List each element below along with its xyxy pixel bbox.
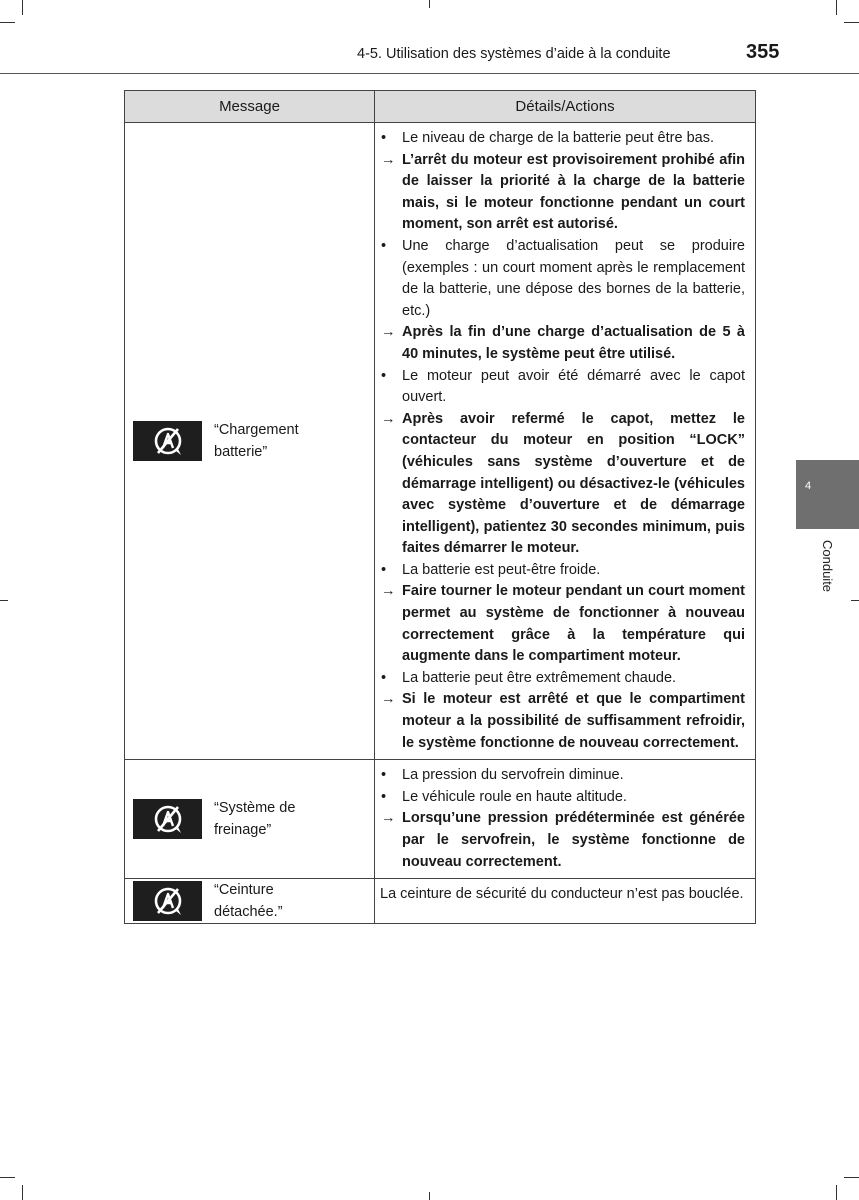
detail-text: La batterie est peut-être froide. — [402, 561, 601, 578]
detail-text: Lorsqu’une pression prédéterminée est générée par le servofrein, le système fonctionne de nouveau correctement. — [402, 810, 745, 870]
message-cell — [125, 760, 375, 879]
brake-hold-warning-icon — [150, 884, 186, 918]
arrow-icon: → — [381, 691, 396, 708]
detail-text: Après la fin d’une charge d’actualisation de 5 à 40 minutes, le système peut être utilisé. — [402, 324, 745, 362]
action-item — [380, 581, 745, 667]
details-cell — [375, 879, 756, 924]
crop-mark — [22, 1185, 23, 1200]
detail-text: Une charge d’actualisation peut se produire (exemples : un court moment après le remplacement de la batterie, une dépose des bornes de la batterie, etc.) — [402, 237, 745, 319]
message-text: “Ceinture détachée.” — [214, 882, 283, 921]
warning-indicator — [133, 421, 202, 461]
message-table — [124, 90, 756, 924]
table-header-row — [125, 91, 756, 123]
crop-mark — [0, 600, 8, 601]
chapter-number: 4 — [805, 480, 812, 492]
chapter-tab — [796, 460, 859, 529]
bullet-icon: • — [381, 237, 387, 254]
bullet-icon: • — [381, 561, 387, 578]
page-number: 355 — [746, 41, 780, 63]
details-cell — [375, 760, 756, 879]
crop-mark — [851, 600, 859, 601]
chapter-label: Conduite — [820, 540, 835, 593]
cause-item — [380, 236, 745, 322]
detail-text: La batterie peut être extrêmement chaude. — [402, 669, 677, 686]
warning-indicator — [133, 799, 202, 839]
action-item — [380, 689, 745, 754]
brake-hold-warning-icon — [150, 802, 186, 836]
crop-mark — [836, 0, 837, 15]
action-item — [380, 150, 745, 236]
detail-text: Le véhicule roule en haute altitude. — [402, 788, 627, 805]
arrow-icon: → — [381, 324, 396, 341]
section-title: 4-5. Utilisation des systèmes d’aide à la conduite — [357, 46, 671, 62]
bullet-icon: • — [381, 367, 387, 384]
detail-text: L’arrêt du moteur est provisoirement prohibé afin de laisser la priorité à la charge de la batterie mais, si le moteur fonctionne pendant un court moment, son arrêt est autorisé. — [402, 151, 745, 233]
cause-item — [380, 765, 745, 787]
table-row — [125, 760, 756, 879]
detail-text: La ceinture de sécurité du conducteur n’est pas bouclée. — [380, 886, 744, 903]
table-row — [125, 123, 756, 760]
arrow-icon: → — [381, 410, 396, 427]
message-text: “Système de freinage” — [214, 800, 296, 839]
detail-text: Si le moteur est arrêté et que le compartiment moteur a la possibilité de suffisamment refroidir, le système fonctionne de nouveau correctement. — [402, 691, 745, 751]
crop-mark — [0, 22, 15, 23]
details-cell — [375, 123, 756, 760]
bullet-icon: • — [381, 767, 387, 784]
detail-text: Faire tourner le moteur pendant un court moment permet au système de fonctionner à nouveau correctement grâce à la température qui augmente dans le compartiment moteur. — [402, 583, 745, 665]
detail-text: La pression du servofrein diminue. — [402, 767, 624, 784]
message-box — [125, 797, 374, 841]
column-header-details: Détails/Actions — [375, 91, 756, 123]
arrow-icon: → — [381, 583, 396, 600]
crop-mark — [429, 0, 430, 8]
detail-text: Le moteur peut avoir été démarré avec le capot ouvert. — [402, 367, 745, 406]
column-header-message: Message — [125, 91, 375, 123]
message-text: “Chargement batterie” — [214, 422, 299, 461]
warning-indicator — [133, 881, 202, 921]
bullet-icon: • — [381, 669, 387, 686]
crop-mark — [836, 1185, 837, 1200]
header-divider — [0, 73, 859, 74]
message-box — [125, 419, 374, 463]
message-cell — [125, 123, 375, 760]
crop-mark — [844, 1177, 859, 1178]
table-row — [125, 879, 756, 924]
crop-mark — [0, 1177, 15, 1178]
crop-mark — [844, 22, 859, 23]
detail-text: Après avoir refermé le capot, mettez le contacteur du moteur en position “LOCK” (véhicules sans système d’ouverture et de démarrage intelligent) ou désactivez-le (véhicules avec système d’ouverture et de démarrage intelligent), patientez 30 secondes minimum, puis faites démarrer le moteur. — [402, 410, 745, 557]
action-item — [380, 808, 745, 873]
detail-text: Le niveau de charge de la batterie peut être bas. — [402, 130, 714, 146]
cause-item — [380, 787, 745, 809]
crop-mark — [429, 1192, 430, 1200]
message-box — [125, 879, 374, 923]
action-item — [380, 322, 745, 365]
bullet-icon: • — [381, 788, 387, 805]
brake-hold-warning-icon — [150, 424, 186, 458]
arrow-icon: → — [381, 810, 396, 827]
cause-item — [380, 366, 745, 409]
action-item — [380, 409, 745, 560]
cause-item — [380, 668, 745, 690]
arrow-icon: → — [381, 151, 396, 168]
bullet-icon: • — [381, 130, 387, 146]
message-cell — [125, 879, 375, 924]
cause-item — [380, 560, 745, 582]
cause-item — [380, 128, 745, 150]
crop-mark — [22, 0, 23, 15]
